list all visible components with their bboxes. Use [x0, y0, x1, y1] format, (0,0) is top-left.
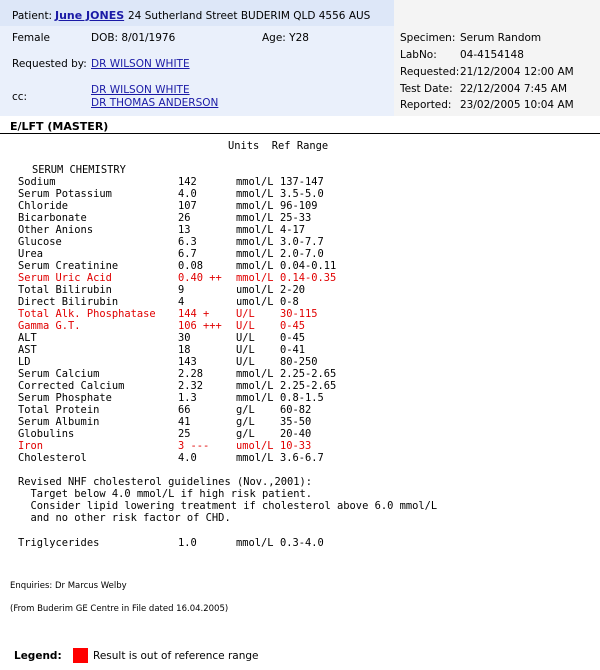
test-value: 107: [178, 200, 197, 212]
test-name: Serum Albumin: [18, 416, 100, 428]
test-value: 30: [178, 332, 191, 344]
test-value: 2.32: [178, 380, 204, 392]
test-ref-range: 2-20: [280, 284, 306, 296]
result-row: [18, 392, 538, 404]
test-ref-range: 80-250: [280, 356, 318, 368]
test-value: 2.28: [178, 368, 204, 380]
test-name: Direct Bilirubin: [18, 296, 119, 308]
note-line: Consider lipid lowering treatment if cholesterol above 6.0 mmol/L: [18, 500, 438, 512]
requested-label: Requested:: [400, 66, 460, 78]
test-unit: g/L: [236, 428, 255, 440]
test-name: Gamma G.T.: [18, 320, 81, 332]
column-header: Units Ref Range: [228, 140, 329, 152]
test-ref-range: 0.8-1.5: [280, 392, 324, 404]
cc-label: cc:: [12, 91, 28, 103]
result-row-abnormal: [18, 272, 538, 284]
test-name: Iron: [18, 440, 44, 452]
result-row: [18, 344, 538, 356]
test-unit: U/L: [236, 356, 255, 368]
result-row: [18, 188, 538, 200]
test-name: Total Alk. Phosphatase: [18, 308, 156, 320]
test-value: 3 ---: [178, 440, 210, 452]
test-name: Serum Potassium: [18, 188, 112, 200]
result-row-abnormal: [18, 308, 538, 320]
test-ref-range: 35-50: [280, 416, 312, 428]
result-row: [18, 248, 538, 260]
test-value: 26: [178, 212, 191, 224]
patient-dob: DOB: 8/01/1976: [91, 32, 176, 44]
test-name: Chloride: [18, 200, 69, 212]
test-name: LD: [18, 356, 31, 368]
patient-name-link[interactable]: June JONES: [55, 9, 125, 22]
report-title: E/LFT (MASTER): [10, 120, 109, 133]
result-row: [18, 356, 538, 368]
result-row: [18, 200, 538, 212]
test-unit: mmol/L: [236, 368, 274, 380]
test-name: Total Protein: [18, 404, 100, 416]
labno-label: LabNo:: [400, 49, 437, 61]
test-name: AST: [18, 344, 37, 356]
test-value: 4.0: [178, 188, 197, 200]
test-value: 25: [178, 428, 191, 440]
result-row: [18, 284, 538, 296]
test-value: 6.3: [178, 236, 197, 248]
result-row: [18, 368, 538, 380]
test-value: 106 +++: [178, 320, 222, 332]
test-name: Globulins: [18, 428, 75, 440]
test-value: 0.08: [178, 260, 204, 272]
test-unit: mmol/L: [236, 176, 274, 188]
result-row: [18, 176, 538, 188]
test-name: Serum Phosphate: [18, 392, 112, 404]
test-value: 144 +: [178, 308, 210, 320]
test-value: 4: [178, 296, 185, 308]
test-ref-range: 3.6-6.7: [280, 452, 324, 464]
test-value: 142: [178, 176, 197, 188]
test-unit: mmol/L: [236, 392, 274, 404]
test-ref-range: 0.14-0.35: [280, 272, 337, 284]
testdate-label: Test Date:: [400, 83, 453, 95]
test-value: 4.0: [178, 452, 197, 464]
test-ref-range: 96-109: [280, 200, 318, 212]
result-row-abnormal: [18, 320, 538, 332]
test-value: 6.7: [178, 248, 197, 260]
reported-label: Reported:: [400, 99, 452, 111]
test-unit: g/L: [236, 404, 255, 416]
test-name: Total Bilirubin: [18, 284, 112, 296]
result-row: [18, 296, 538, 308]
legend-label: Legend:: [14, 650, 62, 662]
test-ref-range: 0.04-0.11: [280, 260, 337, 272]
test-ref-range: 0-8: [280, 296, 299, 308]
test-ref-range: 2.0-7.0: [280, 248, 324, 260]
test-name: Triglycerides: [18, 537, 100, 549]
result-row: [18, 380, 538, 392]
labno-value: 04-4154148: [460, 49, 524, 61]
test-name: Cholesterol: [18, 452, 87, 464]
test-ref-range: 10-33: [280, 440, 312, 452]
result-row: [18, 452, 538, 464]
result-row: [18, 212, 538, 224]
test-ref-range: 25-33: [280, 212, 312, 224]
specimen-label: Specimen:: [400, 32, 456, 44]
test-name: Sodium: [18, 176, 56, 188]
test-value: 13: [178, 224, 191, 236]
result-row: [18, 332, 538, 344]
result-row: [18, 236, 538, 248]
test-unit: mmol/L: [236, 188, 274, 200]
test-ref-range: 2.25-2.65: [280, 368, 337, 380]
test-unit: mmol/L: [236, 212, 274, 224]
result-row: [18, 404, 538, 416]
test-name: Glucose: [18, 236, 62, 248]
test-ref-range: 0.3-4.0: [280, 537, 324, 549]
test-ref-range: 2.25-2.65: [280, 380, 337, 392]
patient-label: Patient:: [12, 10, 53, 22]
test-unit: U/L: [236, 308, 255, 320]
test-unit: mmol/L: [236, 380, 274, 392]
enquiries-text: Enquiries: Dr Marcus Welby: [10, 581, 127, 591]
reported-value: 23/02/2005 10:04 AM: [460, 99, 574, 111]
test-unit: umol/L: [236, 440, 274, 452]
test-ref-range: 30-115: [280, 308, 318, 320]
test-ref-range: 0-45: [280, 320, 306, 332]
requested-by-label: Requested by:: [12, 58, 87, 70]
test-name: ALT: [18, 332, 37, 344]
test-unit: mmol/L: [236, 452, 274, 464]
test-unit: mmol/L: [236, 224, 274, 236]
result-row-abnormal: [18, 440, 538, 452]
result-row: [18, 260, 538, 272]
test-unit: umol/L: [236, 284, 274, 296]
cc-doctor-link[interactable]: DR WILSON WHITE: [91, 84, 190, 96]
test-value: 9: [178, 284, 185, 296]
result-row: [18, 224, 538, 236]
test-unit: mmol/L: [236, 260, 274, 272]
test-ref-range: 4-17: [280, 224, 306, 236]
test-unit: mmol/L: [236, 537, 274, 549]
test-unit: U/L: [236, 320, 255, 332]
note-line: Target below 4.0 mmol/L if high risk patient.: [18, 488, 313, 500]
section-heading: SERUM CHEMISTRY: [32, 164, 126, 176]
triglycerides-row: [18, 537, 538, 549]
testdate-value: 22/12/2004 7:45 AM: [460, 83, 568, 95]
test-ref-range: 137-147: [280, 176, 324, 188]
test-ref-range: 3.0-7.7: [280, 236, 324, 248]
specimen-value: Serum Random: [460, 32, 542, 44]
test-name: Serum Calcium: [18, 368, 100, 380]
test-ref-range: 0-41: [280, 344, 306, 356]
test-ref-range: 3.5-5.0: [280, 188, 324, 200]
test-value: 41: [178, 416, 191, 428]
test-name: Serum Creatinine: [18, 260, 119, 272]
requested-by-doctor-link[interactable]: DR WILSON WHITE: [91, 58, 190, 70]
test-value: 1.0: [178, 537, 197, 549]
test-name: Corrected Calcium: [18, 380, 125, 392]
cc-doctor-link[interactable]: DR THOMAS ANDERSON: [91, 97, 219, 109]
title-divider: [0, 133, 600, 134]
test-unit: g/L: [236, 416, 255, 428]
patient-header: [0, 0, 600, 116]
test-name: Urea: [18, 248, 44, 260]
test-value: 66: [178, 404, 191, 416]
patient-address: 24 Sutherland Street BUDERIM QLD 4556 AUS: [128, 10, 371, 22]
note-line: Revised NHF cholesterol guidelines (Nov.,2001):: [18, 476, 313, 488]
test-unit: U/L: [236, 344, 255, 356]
test-value: 143: [178, 356, 197, 368]
test-name: Other Anions: [18, 224, 94, 236]
patient-age: Age: Y28: [262, 32, 309, 44]
test-unit: mmol/L: [236, 248, 274, 260]
legend-text: Result is out of reference range: [93, 650, 259, 662]
test-unit: mmol/L: [236, 236, 274, 248]
requested-value: 21/12/2004 12:00 AM: [460, 66, 574, 78]
result-row: [18, 428, 538, 440]
test-value: 0.40 ++: [178, 272, 222, 284]
patient-sex: Female: [12, 32, 50, 44]
note-line: and no other risk factor of CHD.: [18, 512, 231, 524]
test-unit: umol/L: [236, 296, 274, 308]
test-value: 18: [178, 344, 191, 356]
test-ref-range: 60-82: [280, 404, 312, 416]
result-row: [18, 416, 538, 428]
legend-swatch: [73, 648, 88, 663]
test-ref-range: 0-45: [280, 332, 306, 344]
test-value: 1.3: [178, 392, 197, 404]
test-name: Serum Uric Acid: [18, 272, 112, 284]
test-unit: mmol/L: [236, 272, 274, 284]
test-unit: U/L: [236, 332, 255, 344]
test-name: Bicarbonate: [18, 212, 87, 224]
test-unit: mmol/L: [236, 200, 274, 212]
test-ref-range: 20-40: [280, 428, 312, 440]
source-text: (From Buderim GE Centre in File dated 16.04.2005): [10, 604, 229, 614]
